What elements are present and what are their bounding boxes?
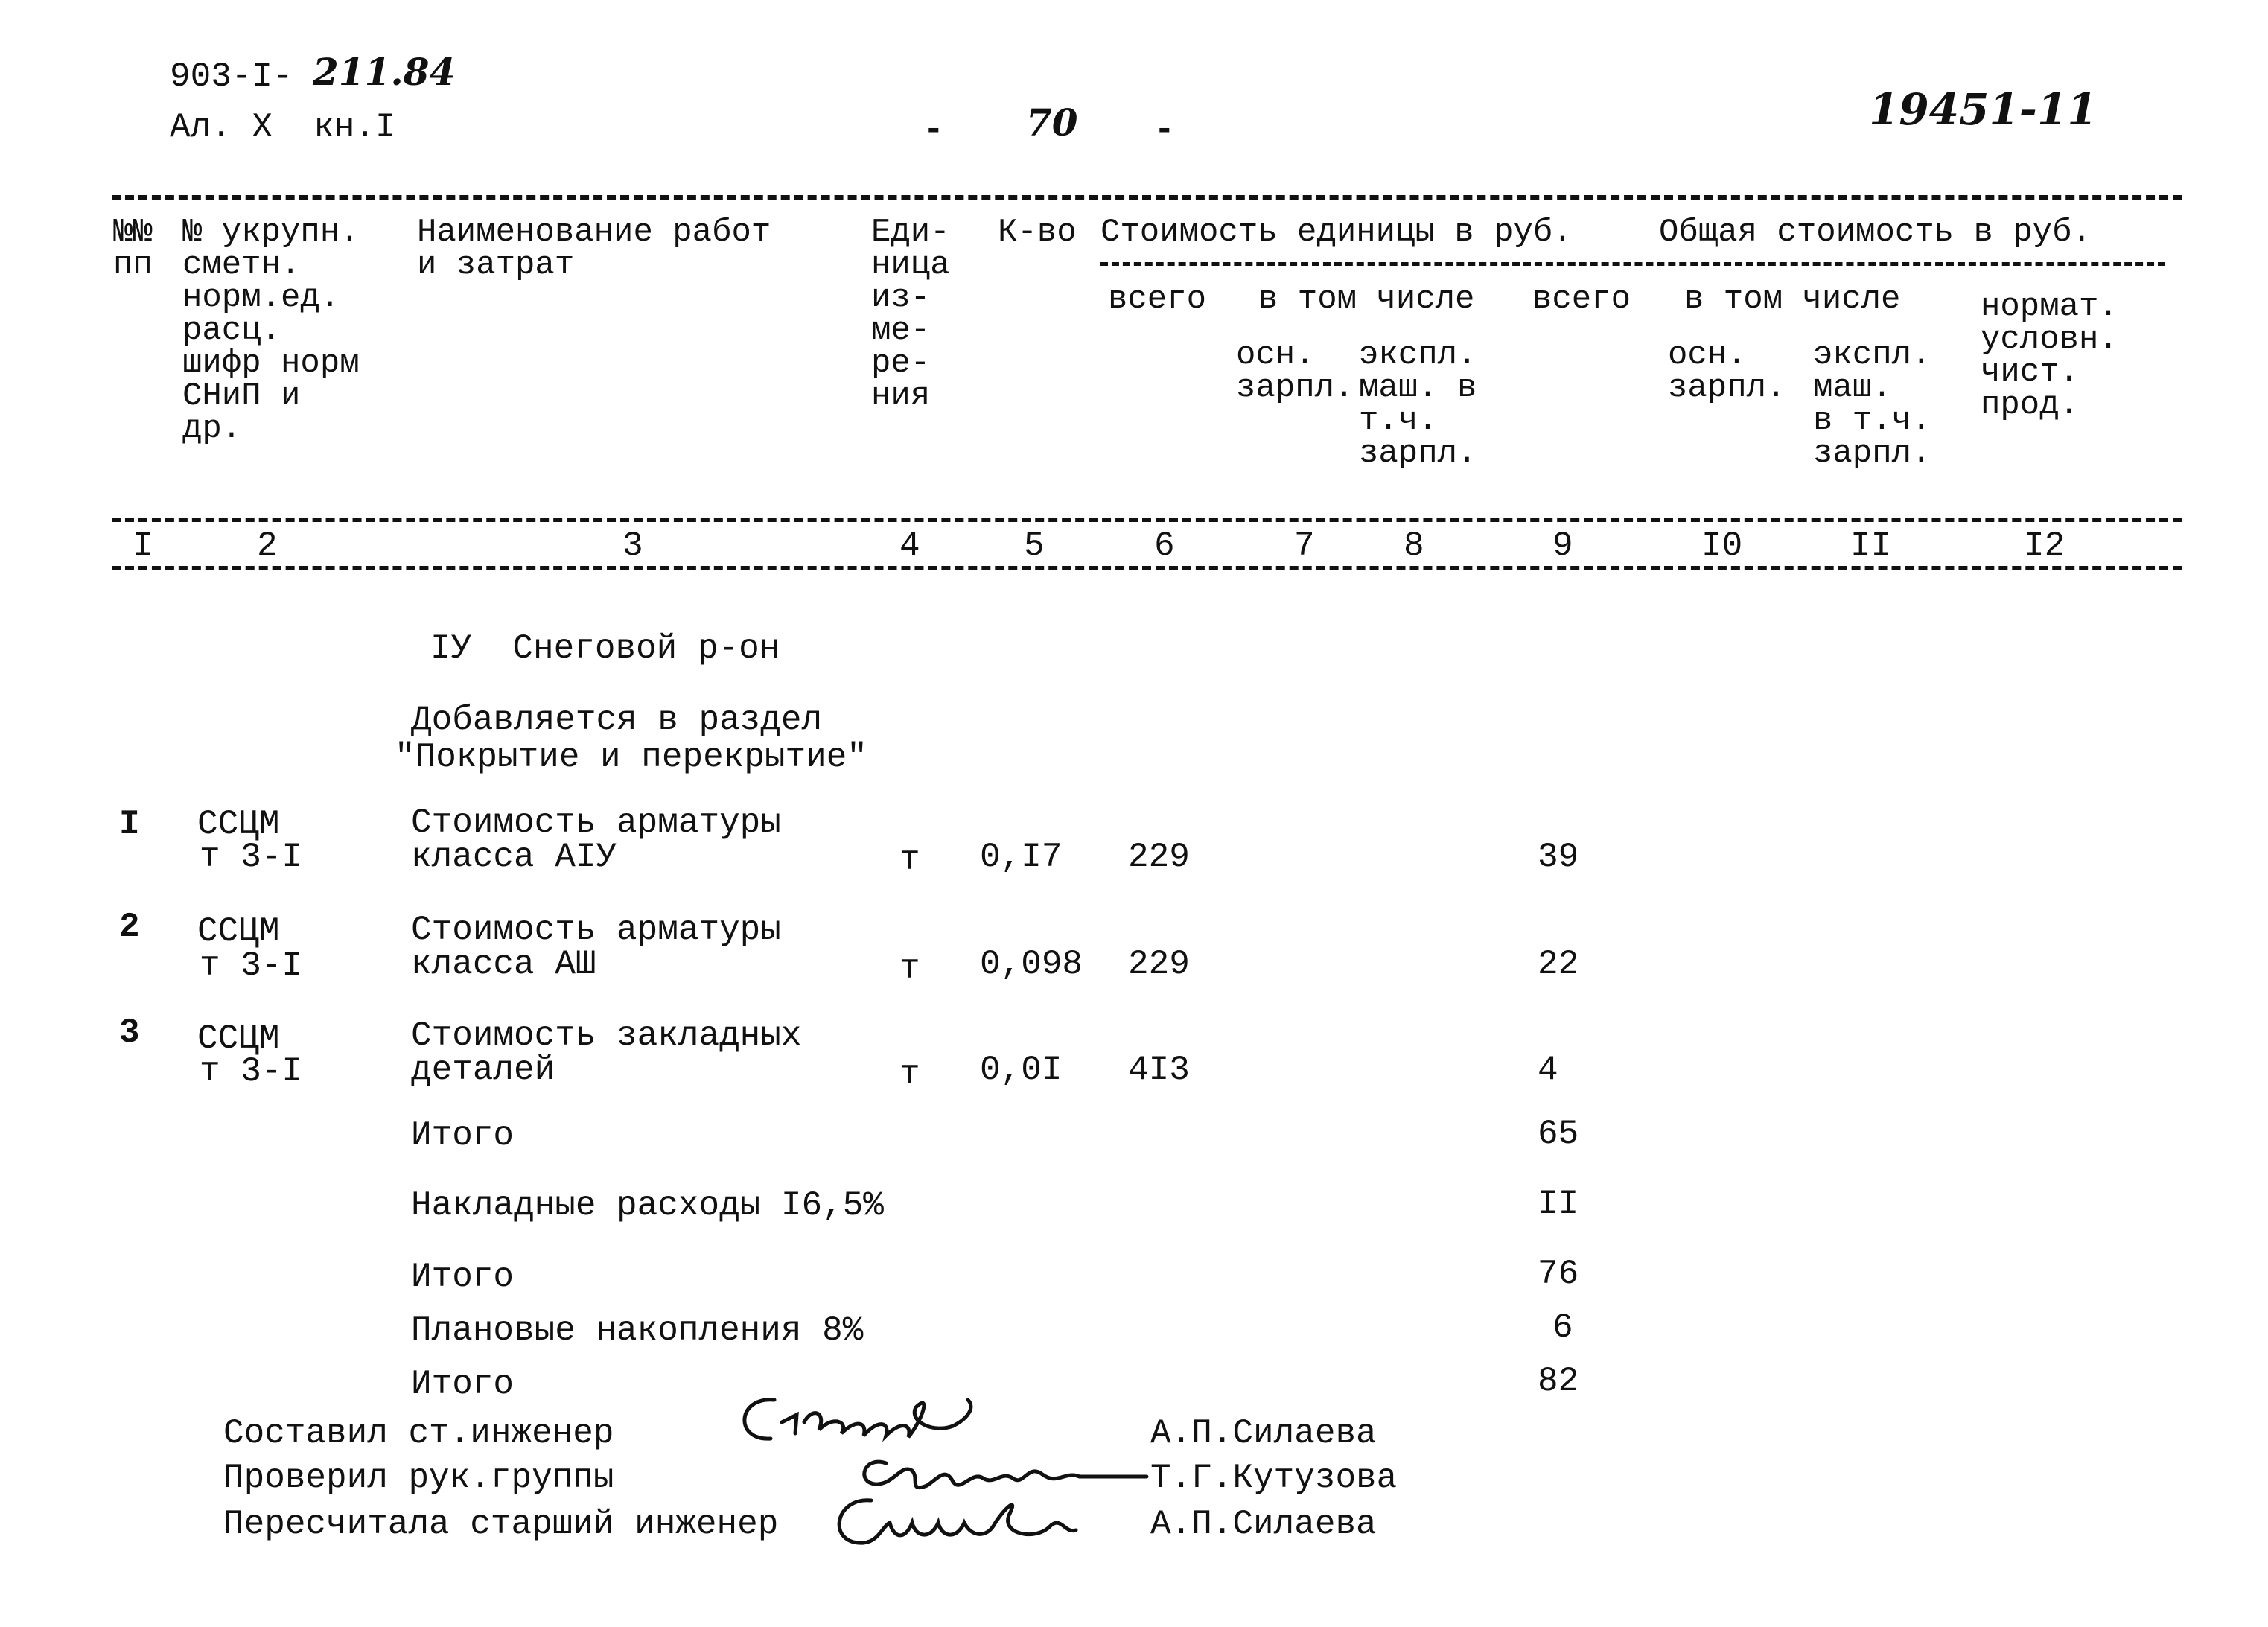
total-value: 76 — [1538, 1255, 1579, 1293]
page-number: 70 — [1026, 101, 1078, 144]
total-value: 65 — [1538, 1115, 1579, 1153]
row-code-line1: ССЦМ — [197, 1019, 280, 1058]
col-number-header: №№ пп — [113, 214, 153, 284]
row-code-line1: ССЦМ — [197, 912, 280, 951]
header-top-rule — [112, 195, 2182, 200]
col-qty-header: К-во — [998, 214, 1077, 251]
col-total-header: всего — [1532, 281, 1631, 318]
page-dash-left: - — [923, 111, 944, 150]
row-unit-cost: 4I3 — [1128, 1051, 1190, 1089]
row-number: I — [119, 805, 140, 844]
signer-name: А.П.Силаева — [1150, 1414, 1377, 1453]
row-quantity: 0,I7 — [980, 838, 1063, 876]
row-name-line1: Стоимость арматуры — [411, 911, 781, 949]
signer-name: А.П.Силаева — [1150, 1505, 1377, 1544]
col-num-12: I2 — [2024, 526, 2065, 565]
col-num-8: 8 — [1404, 526, 1424, 565]
row-name-line1: Стоимость закладных — [411, 1016, 802, 1055]
planned-savings-value: 6 — [1552, 1308, 1573, 1347]
col-num-1: I — [133, 526, 153, 565]
planned-savings-label: Плановые накопления 8% — [411, 1311, 864, 1350]
section-subtitle-line1: Добавляется в раздел — [411, 701, 823, 739]
signer-role: Составил ст.инженер — [223, 1414, 614, 1453]
col-num-5: 5 — [1024, 526, 1045, 565]
including-header-1: в том числе — [1258, 281, 1475, 318]
row-total: 4 — [1538, 1051, 1558, 1089]
col-num-3: 3 — [622, 526, 643, 565]
album-line: Ал. Х кн.I — [170, 108, 396, 147]
row-name-line2: деталей — [411, 1051, 555, 1089]
row-name-line1: Стоимость арматуры — [411, 803, 781, 842]
row-name-line2: класса АШ — [411, 945, 596, 984]
section-subtitle-line2: "Покрытие и перекрытие" — [395, 738, 867, 777]
col-code-header: № укрупн. сметн. норм.ед. расц. шифр норм СНиП и др. — [182, 214, 360, 448]
row-total: 22 — [1538, 945, 1579, 984]
overhead-value: II — [1538, 1185, 1579, 1223]
row-number: 3 — [119, 1013, 140, 1052]
overhead-label: Накладные расходы I6,5% — [411, 1186, 884, 1225]
row-unit-cost: 229 — [1128, 945, 1190, 984]
group-total-cost-header: Общая стоимость в руб. — [1659, 214, 2092, 251]
col-unit-machine-header: экспл. маш. в т.ч. зарпл. — [1359, 337, 1477, 472]
including-header-2: в том числе — [1684, 281, 1901, 318]
document-number: 19451-11 — [1869, 84, 2097, 135]
col-norm-product-header: нормат. условн. чист. прод. — [1981, 288, 2118, 424]
page-dash-right: - — [1154, 111, 1175, 150]
row-unit: т — [899, 1055, 920, 1094]
col-num-6: 6 — [1154, 526, 1175, 565]
group-unit-cost-header: Стоимость единицы в руб. — [1100, 214, 1573, 251]
row-unit-cost: 229 — [1128, 838, 1190, 876]
row-unit: т — [899, 949, 920, 988]
col-unit-total-header: всего — [1108, 281, 1207, 318]
col-total-wage-header: осн. зарпл. — [1668, 337, 1786, 407]
row-code-line1: ССЦМ — [197, 805, 280, 844]
signer-name: Т.Г.Кутузова — [1150, 1459, 1398, 1497]
series-suffix-handwritten: 211.84 — [313, 50, 456, 94]
series-prefix: 903-I- — [170, 57, 293, 96]
total-value: 82 — [1538, 1362, 1579, 1401]
signer-role: Пересчитала старший инженер — [223, 1505, 779, 1544]
row-name-line2: класса АIУ — [411, 838, 617, 876]
section-title: IУ Снеговой р-он — [430, 629, 780, 668]
col-unit-header: Еди- ница из- ме- ре- ния — [871, 214, 950, 415]
numbers-bottom-rule — [112, 566, 2182, 570]
signature-silaeva-2 — [819, 1482, 1132, 1556]
total-label: Итого — [411, 1116, 515, 1155]
col-unit-wage-header: осн. зарпл. — [1236, 337, 1354, 407]
numbers-top-rule — [112, 518, 2182, 522]
signer-role: Проверил рук.группы — [223, 1459, 614, 1497]
col-num-10: I0 — [1701, 526, 1743, 565]
col-num-2: 2 — [257, 526, 278, 565]
col-name-header: Наименование работ и затрат — [417, 214, 771, 284]
row-number: 2 — [119, 908, 140, 946]
col-num-4: 4 — [899, 526, 920, 565]
col-total-machine-header: экспл. маш. в т.ч. зарпл. — [1813, 337, 1931, 472]
col-num-7: 7 — [1294, 526, 1315, 565]
row-quantity: 0,098 — [980, 945, 1083, 984]
col-num-11: II — [1850, 526, 1892, 565]
row-quantity: 0,0I — [980, 1051, 1063, 1089]
row-code-line2: т 3-I — [200, 838, 303, 876]
row-unit: т — [899, 841, 920, 879]
row-total: 39 — [1538, 838, 1579, 876]
row-code-line2: т 3-I — [200, 1052, 303, 1091]
col-num-9: 9 — [1552, 526, 1573, 565]
total-label: Итого — [411, 1365, 515, 1404]
group-rule — [1100, 262, 2165, 266]
row-code-line2: т 3-I — [200, 946, 303, 985]
total-label: Итого — [411, 1258, 515, 1296]
